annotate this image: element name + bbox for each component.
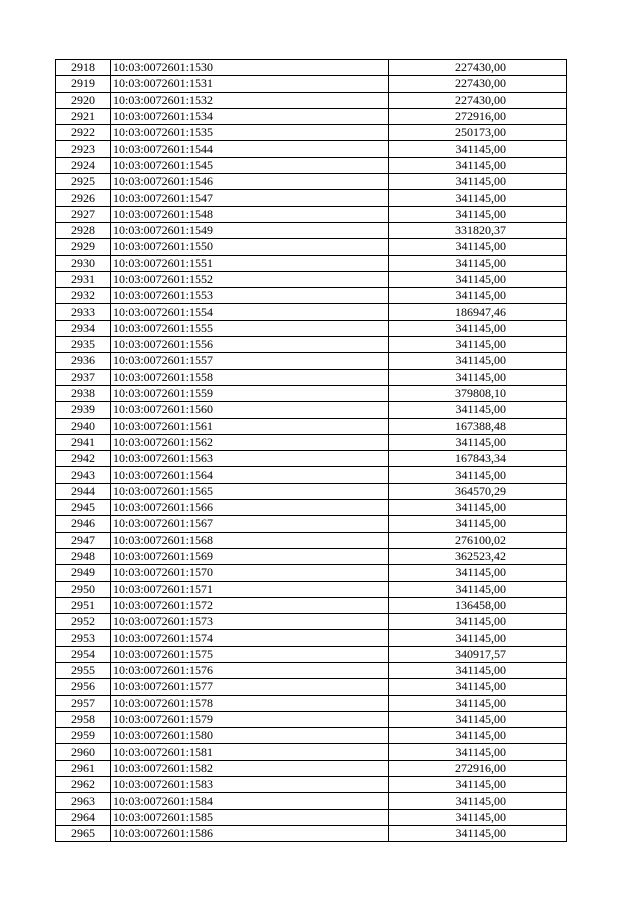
row-number-cell: 2955 — [56, 662, 111, 678]
cadastral-number-cell: 10:03:0072601:1572 — [111, 597, 389, 613]
row-number-cell: 2964 — [56, 809, 111, 825]
cadastral-value-cell: 136458,00 — [389, 597, 567, 613]
row-number-cell: 2945 — [56, 500, 111, 516]
cadastral-number-cell: 10:03:0072601:1571 — [111, 581, 389, 597]
cadastral-value-cell: 341145,00 — [389, 320, 567, 336]
cadastral-number-cell: 10:03:0072601:1584 — [111, 793, 389, 809]
table-row — [56, 76, 567, 92]
row-number-cell: 2938 — [56, 385, 111, 401]
row-number-cell: 2931 — [56, 271, 111, 287]
row-number-cell: 2941 — [56, 434, 111, 450]
cadastral-number-cell: 10:03:0072601:1552 — [111, 271, 389, 287]
table-row — [56, 451, 567, 467]
cadastral-number-cell: 10:03:0072601:1582 — [111, 760, 389, 776]
row-number-cell: 2954 — [56, 646, 111, 662]
cadastral-number-cell: 10:03:0072601:1549 — [111, 222, 389, 238]
table-row — [56, 418, 567, 434]
cadastral-value-cell: 341145,00 — [389, 353, 567, 369]
cadastral-number-cell: 10:03:0072601:1551 — [111, 255, 389, 271]
cadastral-number-cell: 10:03:0072601:1570 — [111, 565, 389, 581]
row-number-cell: 2963 — [56, 793, 111, 809]
table-row — [56, 728, 567, 744]
cadastral-number-cell: 10:03:0072601:1586 — [111, 825, 389, 841]
cadastral-number-cell: 10:03:0072601:1558 — [111, 369, 389, 385]
cadastral-number-cell: 10:03:0072601:1576 — [111, 662, 389, 678]
cadastral-value-cell: 341145,00 — [389, 174, 567, 190]
table-row — [56, 190, 567, 206]
row-number-cell: 2951 — [56, 597, 111, 613]
table-row — [56, 483, 567, 499]
table-row — [56, 467, 567, 483]
cadastral-value-cell: 186947,46 — [389, 304, 567, 320]
cadastral-value-cell: 364570,29 — [389, 483, 567, 499]
cadastral-value-cell: 341145,00 — [389, 402, 567, 418]
cadastral-value-cell: 341145,00 — [389, 516, 567, 532]
cadastral-value-cell: 341145,00 — [389, 679, 567, 695]
cadastral-value-cell: 331820,37 — [389, 222, 567, 238]
cadastral-value-cell: 227430,00 — [389, 60, 567, 76]
table-row — [56, 304, 567, 320]
row-number-cell: 2935 — [56, 337, 111, 353]
cadastral-number-cell: 10:03:0072601:1563 — [111, 451, 389, 467]
table-row — [56, 662, 567, 678]
row-number-cell: 2922 — [56, 125, 111, 141]
cadastral-value-cell: 167843,34 — [389, 451, 567, 467]
table-row — [56, 239, 567, 255]
cadastral-number-cell: 10:03:0072601:1562 — [111, 434, 389, 450]
cadastral-value-cell: 341145,00 — [389, 337, 567, 353]
cadastral-value-cell: 341145,00 — [389, 157, 567, 173]
row-number-cell: 2950 — [56, 581, 111, 597]
cadastral-value-cell: 341145,00 — [389, 614, 567, 630]
row-number-cell: 2952 — [56, 614, 111, 630]
cadastral-value-cell: 341145,00 — [389, 467, 567, 483]
table-row — [56, 597, 567, 613]
table-row — [56, 320, 567, 336]
row-number-cell: 2920 — [56, 92, 111, 108]
table-row — [56, 548, 567, 564]
table-row — [56, 500, 567, 516]
cadastral-number-cell: 10:03:0072601:1530 — [111, 60, 389, 76]
cadastral-value-cell: 340917,57 — [389, 646, 567, 662]
cadastral-value-cell: 227430,00 — [389, 92, 567, 108]
table-row — [56, 385, 567, 401]
cadastral-number-cell: 10:03:0072601:1547 — [111, 190, 389, 206]
cadastral-value-cell: 341145,00 — [389, 793, 567, 809]
row-number-cell: 2928 — [56, 222, 111, 238]
cadastral-value-cell: 341145,00 — [389, 662, 567, 678]
cadastral-number-cell: 10:03:0072601:1534 — [111, 108, 389, 124]
cadastral-value-cell: 341145,00 — [389, 206, 567, 222]
cadastral-number-cell: 10:03:0072601:1557 — [111, 353, 389, 369]
cadastral-number-cell: 10:03:0072601:1581 — [111, 744, 389, 760]
cadastral-number-cell: 10:03:0072601:1555 — [111, 320, 389, 336]
cadastral-number-cell: 10:03:0072601:1545 — [111, 157, 389, 173]
table-row — [56, 760, 567, 776]
row-number-cell: 2933 — [56, 304, 111, 320]
cadastral-number-cell: 10:03:0072601:1550 — [111, 239, 389, 255]
cadastral-number-cell: 10:03:0072601:1567 — [111, 516, 389, 532]
cadastral-number-cell: 10:03:0072601:1564 — [111, 467, 389, 483]
cadastral-number-cell: 10:03:0072601:1554 — [111, 304, 389, 320]
row-number-cell: 2927 — [56, 206, 111, 222]
table-row — [56, 744, 567, 760]
cadastral-number-cell: 10:03:0072601:1580 — [111, 728, 389, 744]
row-number-cell: 2942 — [56, 451, 111, 467]
row-number-cell: 2960 — [56, 744, 111, 760]
cadastral-number-cell: 10:03:0072601:1556 — [111, 337, 389, 353]
cadastral-value-cell: 276100,02 — [389, 532, 567, 548]
table-row — [56, 809, 567, 825]
row-number-cell: 2926 — [56, 190, 111, 206]
cadastral-number-cell: 10:03:0072601:1573 — [111, 614, 389, 630]
cadastral-number-cell: 10:03:0072601:1560 — [111, 402, 389, 418]
table-row — [56, 630, 567, 646]
table-row — [56, 516, 567, 532]
table-row — [56, 434, 567, 450]
row-number-cell: 2947 — [56, 532, 111, 548]
cadastral-value-cell: 341145,00 — [389, 581, 567, 597]
cadastral-value-cell: 341145,00 — [389, 500, 567, 516]
table-row — [56, 271, 567, 287]
row-number-cell: 2953 — [56, 630, 111, 646]
table-row — [56, 711, 567, 727]
cadastral-number-cell: 10:03:0072601:1575 — [111, 646, 389, 662]
row-number-cell: 2959 — [56, 728, 111, 744]
cadastral-number-cell: 10:03:0072601:1583 — [111, 777, 389, 793]
cadastral-number-cell: 10:03:0072601:1569 — [111, 548, 389, 564]
table-row — [56, 92, 567, 108]
cadastral-number-cell: 10:03:0072601:1566 — [111, 500, 389, 516]
cadastral-value-cell: 272916,00 — [389, 760, 567, 776]
cadastral-value-cell: 341145,00 — [389, 255, 567, 271]
row-number-cell: 2948 — [56, 548, 111, 564]
table-row — [56, 255, 567, 271]
row-number-cell: 2918 — [56, 60, 111, 76]
table-row — [56, 60, 567, 76]
cadastral-value-cell: 362523,42 — [389, 548, 567, 564]
cadastral-number-cell: 10:03:0072601:1553 — [111, 288, 389, 304]
table-row — [56, 206, 567, 222]
cadastral-value-table — [55, 59, 567, 842]
table-row — [56, 825, 567, 841]
table-row — [56, 532, 567, 548]
cadastral-number-cell: 10:03:0072601:1561 — [111, 418, 389, 434]
table-row — [56, 565, 567, 581]
table-row — [56, 793, 567, 809]
cadastral-value-cell: 341145,00 — [389, 565, 567, 581]
row-number-cell: 2925 — [56, 174, 111, 190]
table-row — [56, 614, 567, 630]
row-number-cell: 2949 — [56, 565, 111, 581]
row-number-cell: 2937 — [56, 369, 111, 385]
cadastral-value-cell: 341145,00 — [389, 141, 567, 157]
cadastral-number-cell: 10:03:0072601:1577 — [111, 679, 389, 695]
table-row — [56, 222, 567, 238]
cadastral-value-cell: 227430,00 — [389, 76, 567, 92]
cadastral-number-cell: 10:03:0072601:1559 — [111, 385, 389, 401]
cadastral-value-cell: 272916,00 — [389, 108, 567, 124]
cadastral-value-cell: 341145,00 — [389, 239, 567, 255]
row-number-cell: 2940 — [56, 418, 111, 434]
table-row — [56, 288, 567, 304]
row-number-cell: 2924 — [56, 157, 111, 173]
row-number-cell: 2944 — [56, 483, 111, 499]
table-row — [56, 581, 567, 597]
table-row — [56, 646, 567, 662]
cadastral-number-cell: 10:03:0072601:1574 — [111, 630, 389, 646]
cadastral-value-cell: 341145,00 — [389, 777, 567, 793]
table-row — [56, 125, 567, 141]
cadastral-number-cell: 10:03:0072601:1585 — [111, 809, 389, 825]
row-number-cell: 2934 — [56, 320, 111, 336]
row-number-cell: 2936 — [56, 353, 111, 369]
cadastral-value-cell: 341145,00 — [389, 630, 567, 646]
row-number-cell: 2957 — [56, 695, 111, 711]
row-number-cell: 2962 — [56, 777, 111, 793]
cadastral-value-cell: 341145,00 — [389, 288, 567, 304]
cadastral-value-cell: 341145,00 — [389, 190, 567, 206]
cadastral-number-cell: 10:03:0072601:1565 — [111, 483, 389, 499]
row-number-cell: 2923 — [56, 141, 111, 157]
cadastral-value-cell: 341145,00 — [389, 271, 567, 287]
row-number-cell: 2943 — [56, 467, 111, 483]
table-row — [56, 369, 567, 385]
row-number-cell: 2939 — [56, 402, 111, 418]
cadastral-value-cell: 341145,00 — [389, 809, 567, 825]
row-number-cell: 2958 — [56, 711, 111, 727]
cadastral-value-cell: 250173,00 — [389, 125, 567, 141]
table-row — [56, 402, 567, 418]
cadastral-value-cell: 341145,00 — [389, 434, 567, 450]
cadastral-value-cell: 341145,00 — [389, 711, 567, 727]
cadastral-value-cell: 341145,00 — [389, 744, 567, 760]
cadastral-number-cell: 10:03:0072601:1546 — [111, 174, 389, 190]
table-row — [56, 695, 567, 711]
cadastral-value-cell: 341145,00 — [389, 825, 567, 841]
table-body — [56, 60, 567, 842]
cadastral-value-cell: 379808,10 — [389, 385, 567, 401]
row-number-cell: 2965 — [56, 825, 111, 841]
cadastral-value-cell: 341145,00 — [389, 728, 567, 744]
cadastral-number-cell: 10:03:0072601:1544 — [111, 141, 389, 157]
table-row — [56, 337, 567, 353]
cadastral-value-cell: 167388,48 — [389, 418, 567, 434]
cadastral-number-cell: 10:03:0072601:1578 — [111, 695, 389, 711]
cadastral-number-cell: 10:03:0072601:1548 — [111, 206, 389, 222]
cadastral-number-cell: 10:03:0072601:1535 — [111, 125, 389, 141]
table-row — [56, 353, 567, 369]
cadastral-number-cell: 10:03:0072601:1531 — [111, 76, 389, 92]
row-number-cell: 2961 — [56, 760, 111, 776]
row-number-cell: 2930 — [56, 255, 111, 271]
table-row — [56, 174, 567, 190]
row-number-cell: 2921 — [56, 108, 111, 124]
table-row — [56, 157, 567, 173]
cadastral-value-cell: 341145,00 — [389, 695, 567, 711]
table-row — [56, 679, 567, 695]
cadastral-number-cell: 10:03:0072601:1568 — [111, 532, 389, 548]
row-number-cell: 2929 — [56, 239, 111, 255]
cadastral-number-cell: 10:03:0072601:1579 — [111, 711, 389, 727]
cadastral-value-cell: 341145,00 — [389, 369, 567, 385]
table-row — [56, 777, 567, 793]
table-row — [56, 141, 567, 157]
row-number-cell: 2946 — [56, 516, 111, 532]
row-number-cell: 2956 — [56, 679, 111, 695]
table-row — [56, 108, 567, 124]
row-number-cell: 2932 — [56, 288, 111, 304]
row-number-cell: 2919 — [56, 76, 111, 92]
cadastral-number-cell: 10:03:0072601:1532 — [111, 92, 389, 108]
